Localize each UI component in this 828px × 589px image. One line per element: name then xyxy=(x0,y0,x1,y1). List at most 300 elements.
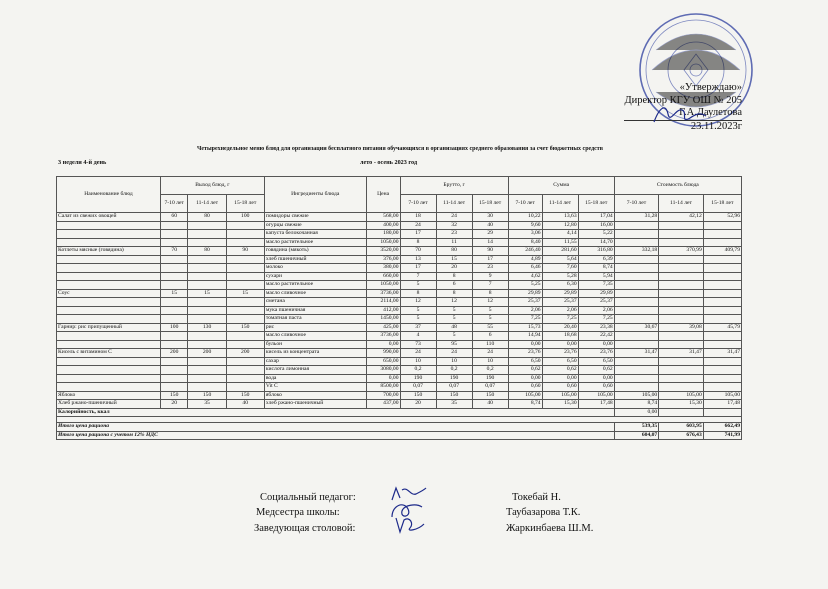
calories-value: 0,00 xyxy=(614,408,659,417)
brutto-15-18: 0,07 xyxy=(472,383,508,392)
ingredient: масло сливочное xyxy=(264,332,366,341)
header-age: 11-14 лет xyxy=(542,195,578,213)
cost-11-14 xyxy=(659,306,704,315)
ingredient: рис xyxy=(264,323,366,332)
cost-7-10: 8,74 xyxy=(614,400,659,409)
dish-name xyxy=(57,298,161,307)
output-7-10 xyxy=(160,306,188,315)
price: 376,00 xyxy=(366,255,400,264)
signature-role: Медсестра школы: xyxy=(256,507,340,518)
brutto-7-10: 24 xyxy=(400,221,436,230)
cost-11-14: 39,08 xyxy=(659,323,704,332)
brutto-11-14: 80 xyxy=(436,247,472,256)
sum-15-18: 23,76 xyxy=(578,349,614,358)
brutto-7-10: 13 xyxy=(400,255,436,264)
output-7-10 xyxy=(160,264,188,273)
sum-11-14: 12,80 xyxy=(542,221,578,230)
price: 8500,00 xyxy=(366,383,400,392)
price: 412,00 xyxy=(366,306,400,315)
table-row xyxy=(57,306,742,315)
brutto-11-14: 20 xyxy=(436,264,472,273)
sum-11-14: 23,76 xyxy=(542,349,578,358)
brutto-11-14: 5 xyxy=(436,332,472,341)
output-7-10: 20 xyxy=(160,400,188,409)
sum-7-10: 5,25 xyxy=(508,281,542,290)
brutto-11-14: 15 xyxy=(436,255,472,264)
sum-11-14: 6,50 xyxy=(542,357,578,366)
dish-name: Соус xyxy=(57,289,161,298)
brutto-15-18: 10 xyxy=(472,357,508,366)
output-7-10 xyxy=(160,255,188,264)
table-row xyxy=(57,264,742,273)
ingredient: капуста белокочанная xyxy=(264,230,366,239)
header-age: 7-10 лет xyxy=(160,195,188,213)
cost-11-14 xyxy=(659,230,704,239)
price: 1050,00 xyxy=(366,281,400,290)
output-11-14 xyxy=(188,383,226,392)
ingredient: хлеб ржано-пшеничный xyxy=(264,400,366,409)
brutto-7-10: 0,2 xyxy=(400,366,436,375)
header-age: 15-18 лет xyxy=(226,195,264,213)
output-15-18 xyxy=(226,306,264,315)
price: 1450,00 xyxy=(366,315,400,324)
dish-name xyxy=(57,357,161,366)
output-15-18: 100 xyxy=(226,213,264,222)
output-7-10: 200 xyxy=(160,349,188,358)
header-age: 11-14 лет xyxy=(188,195,226,213)
cost-7-10 xyxy=(614,374,659,383)
director-signature xyxy=(650,100,710,130)
dish-name: Яблоко xyxy=(57,391,161,400)
ingredient: хлеб пшеничный xyxy=(264,255,366,264)
brutto-7-10: 10 xyxy=(400,357,436,366)
ingredient: вода xyxy=(264,374,366,383)
output-7-10 xyxy=(160,315,188,324)
cost-15-18 xyxy=(703,315,741,324)
output-11-14 xyxy=(188,374,226,383)
brutto-15-18: 0,2 xyxy=(472,366,508,375)
output-15-18 xyxy=(226,281,264,290)
output-11-14 xyxy=(188,306,226,315)
header-age: 7-10 лет xyxy=(400,195,436,213)
sum-11-14: 6,30 xyxy=(542,281,578,290)
table-row xyxy=(57,374,742,383)
ingredient: Vit C xyxy=(264,383,366,392)
brutto-15-18: 55 xyxy=(472,323,508,332)
dish-name xyxy=(57,383,161,392)
output-15-18 xyxy=(226,221,264,230)
sum-15-18: 0,00 xyxy=(578,340,614,349)
total-vat-15-18: 741,99 xyxy=(703,431,741,440)
cost-7-10 xyxy=(614,357,659,366)
ingredient: масло растительное xyxy=(264,281,366,290)
brutto-11-14: 190 xyxy=(436,374,472,383)
cost-11-14: 105,00 xyxy=(659,391,704,400)
ingredient: яблоко xyxy=(264,391,366,400)
sum-7-10: 0,62 xyxy=(508,366,542,375)
output-11-14: 80 xyxy=(188,247,226,256)
brutto-11-14: 24 xyxy=(436,213,472,222)
brutto-15-18: 40 xyxy=(472,400,508,409)
output-15-18: 150 xyxy=(226,391,264,400)
table-row xyxy=(57,238,742,247)
output-15-18: 90 xyxy=(226,247,264,256)
sum-7-10: 8,40 xyxy=(508,238,542,247)
price: 400,00 xyxy=(366,221,400,230)
output-11-14 xyxy=(188,315,226,324)
cost-11-14 xyxy=(659,255,704,264)
output-11-14: 80 xyxy=(188,213,226,222)
header-age: 7-10 лет xyxy=(614,195,659,213)
cost-11-14 xyxy=(659,366,704,375)
cost-11-14 xyxy=(659,340,704,349)
sum-11-14: 0,00 xyxy=(542,374,578,383)
brutto-15-18: 9 xyxy=(472,272,508,281)
ingredient: сахар xyxy=(264,357,366,366)
output-11-14 xyxy=(188,221,226,230)
total-cost-7-10: 539,35 xyxy=(614,423,659,432)
sum-7-10: 14,94 xyxy=(508,332,542,341)
sum-15-18: 17,04 xyxy=(578,213,614,222)
cost-7-10 xyxy=(614,366,659,375)
brutto-7-10: 17 xyxy=(400,264,436,273)
sum-11-14: 281,60 xyxy=(542,247,578,256)
brutto-15-18: 5 xyxy=(472,315,508,324)
cost-11-14 xyxy=(659,221,704,230)
sum-11-14: 15,30 xyxy=(542,400,578,409)
header-age: 15-18 лет xyxy=(578,195,614,213)
calories-label: Калорийность, ккал xyxy=(57,408,615,417)
dish-name xyxy=(57,230,161,239)
brutto-7-10: 24 xyxy=(400,349,436,358)
output-11-14 xyxy=(188,298,226,307)
sum-11-14: 11,55 xyxy=(542,238,578,247)
output-11-14 xyxy=(188,281,226,290)
cost-11-14 xyxy=(659,238,704,247)
cost-7-10: 31,47 xyxy=(614,349,659,358)
output-11-14: 35 xyxy=(188,400,226,409)
brutto-15-18: 110 xyxy=(472,340,508,349)
cost-15-18 xyxy=(703,298,741,307)
table-row xyxy=(57,298,742,307)
brutto-15-18: 5 xyxy=(472,306,508,315)
cost-7-10 xyxy=(614,298,659,307)
output-15-18: 40 xyxy=(226,400,264,409)
cost-15-18 xyxy=(703,255,741,264)
sum-7-10: 2,06 xyxy=(508,306,542,315)
ingredient: сметана xyxy=(264,298,366,307)
output-11-14 xyxy=(188,264,226,273)
cost-11-14 xyxy=(659,374,704,383)
price: 3736,00 xyxy=(366,289,400,298)
brutto-15-18: 14 xyxy=(472,238,508,247)
total-cost-11-14: 603,95 xyxy=(659,423,704,432)
price: 3736,00 xyxy=(366,332,400,341)
output-7-10 xyxy=(160,374,188,383)
sum-11-14: 13,63 xyxy=(542,213,578,222)
price: 425,00 xyxy=(366,323,400,332)
ingredient: томатная паста xyxy=(264,315,366,324)
sum-7-10: 0,00 xyxy=(508,340,542,349)
dish-name: Салат из свежих овощей xyxy=(57,213,161,222)
menu-title: Четырехнедельное меню блюд для организации бесплатного питания обучающихся в организациях среднего образования за счет бюджетных средств xyxy=(196,146,603,152)
sum-15-18: 5,22 xyxy=(578,230,614,239)
total-cost-15-18: 662,49 xyxy=(703,423,741,432)
table-row xyxy=(57,366,742,375)
table-row xyxy=(57,315,742,324)
output-7-10 xyxy=(160,238,188,247)
sum-15-18: 6,39 xyxy=(578,255,614,264)
brutto-7-10: 5 xyxy=(400,281,436,290)
sum-11-14: 29,89 xyxy=(542,289,578,298)
brutto-7-10: 70 xyxy=(400,247,436,256)
cost-11-14 xyxy=(659,357,704,366)
output-15-18 xyxy=(226,298,264,307)
sum-15-18: 2,06 xyxy=(578,306,614,315)
dish-name xyxy=(57,306,161,315)
sum-7-10: 8,74 xyxy=(508,400,542,409)
price: 568,00 xyxy=(366,213,400,222)
cost-15-18 xyxy=(703,272,741,281)
cost-11-14 xyxy=(659,289,704,298)
price: 3520,00 xyxy=(366,247,400,256)
sum-15-18: 23,38 xyxy=(578,323,614,332)
brutto-15-18: 8 xyxy=(472,289,508,298)
header-cost: Стоимость блюда xyxy=(614,177,741,195)
dish-name xyxy=(57,221,161,230)
sum-7-10: 7,25 xyxy=(508,315,542,324)
ingredient: кисель из концентрата xyxy=(264,349,366,358)
sum-15-18: 17,48 xyxy=(578,400,614,409)
output-15-18 xyxy=(226,374,264,383)
price: 660,00 xyxy=(366,272,400,281)
dish-name xyxy=(57,366,161,375)
sum-7-10: 4,62 xyxy=(508,272,542,281)
output-15-18 xyxy=(226,255,264,264)
brutto-7-10: 37 xyxy=(400,323,436,332)
cost-15-18 xyxy=(703,357,741,366)
brutto-15-18: 90 xyxy=(472,247,508,256)
table-row xyxy=(57,281,742,290)
price: 700,00 xyxy=(366,391,400,400)
brutto-11-14: 12 xyxy=(436,298,472,307)
brutto-11-14: 5 xyxy=(436,306,472,315)
brutto-11-14: 8 xyxy=(436,272,472,281)
cost-7-10 xyxy=(614,255,659,264)
signature-role: Заведующая столовой: xyxy=(254,523,356,534)
output-7-10: 70 xyxy=(160,247,188,256)
approval-director: Директор КГУ ОШ № 205 xyxy=(624,94,742,106)
approval-title: «Утверждаю» xyxy=(679,82,742,93)
cost-15-18 xyxy=(703,230,741,239)
cost-7-10 xyxy=(614,264,659,273)
sum-11-14: 7,25 xyxy=(542,315,578,324)
sum-11-14: 0,00 xyxy=(542,340,578,349)
ingredient: бульон xyxy=(264,340,366,349)
sum-15-18: 14,70 xyxy=(578,238,614,247)
sum-15-18: 7,35 xyxy=(578,281,614,290)
ingredient: помидоры свежие xyxy=(264,213,366,222)
sum-15-18: 105,00 xyxy=(578,391,614,400)
dish-name: Кисель с витамином С xyxy=(57,349,161,358)
cost-7-10: 31,28 xyxy=(614,213,659,222)
brutto-7-10: 5 xyxy=(400,306,436,315)
sum-11-14: 5,28 xyxy=(542,272,578,281)
sum-11-14: 20,40 xyxy=(542,323,578,332)
header-ingredients: Ингредиенты блюда xyxy=(264,177,366,213)
table-row xyxy=(57,221,742,230)
menu-table-body xyxy=(57,213,742,409)
ingredient: молоко xyxy=(264,264,366,273)
cost-11-14 xyxy=(659,298,704,307)
total-vat-label: Итого цена рациона с учетом 12% НДС xyxy=(57,431,615,440)
brutto-11-14: 35 xyxy=(436,400,472,409)
total-vat-7-10: 604,07 xyxy=(614,431,659,440)
brutto-7-10: 8 xyxy=(400,238,436,247)
price: 0,00 xyxy=(366,340,400,349)
sum-15-18: 5,94 xyxy=(578,272,614,281)
brutto-15-18: 23 xyxy=(472,264,508,273)
output-7-10 xyxy=(160,332,188,341)
header-age: 11-14 лет xyxy=(659,195,704,213)
table-row xyxy=(57,323,742,332)
cost-7-10 xyxy=(614,306,659,315)
output-11-14: 150 xyxy=(188,391,226,400)
dish-name: Хлеб ржано-пшеничный xyxy=(57,400,161,409)
price: 1050,00 xyxy=(366,238,400,247)
brutto-11-14: 0,07 xyxy=(436,383,472,392)
dish-name: Гарнир: рис припущенный xyxy=(57,323,161,332)
dish-name xyxy=(57,238,161,247)
signature-name: Жаркинбаева Ш.М. xyxy=(506,523,594,534)
price: 380,00 xyxy=(366,264,400,273)
sum-15-18: 0,62 xyxy=(578,366,614,375)
cost-15-18 xyxy=(703,264,741,273)
menu-table xyxy=(56,176,742,440)
cost-7-10 xyxy=(614,221,659,230)
output-11-14: 15 xyxy=(188,289,226,298)
cost-15-18 xyxy=(703,306,741,315)
table-row xyxy=(57,383,742,392)
brutto-15-18: 24 xyxy=(472,349,508,358)
brutto-11-14: 48 xyxy=(436,323,472,332)
output-7-10: 60 xyxy=(160,213,188,222)
ingredient: огурцы свежие xyxy=(264,221,366,230)
brutto-15-18: 30 xyxy=(472,213,508,222)
signature-role: Социальный педагог: xyxy=(260,492,356,503)
table-row xyxy=(57,332,742,341)
output-15-18 xyxy=(226,315,264,324)
sum-7-10: 6,46 xyxy=(508,264,542,273)
brutto-11-14: 32 xyxy=(436,221,472,230)
sum-7-10: 23,76 xyxy=(508,349,542,358)
output-15-18: 15 xyxy=(226,289,264,298)
brutto-11-14: 23 xyxy=(436,230,472,239)
brutto-11-14: 11 xyxy=(436,238,472,247)
cost-11-14 xyxy=(659,332,704,341)
cost-7-10 xyxy=(614,315,659,324)
dish-name xyxy=(57,340,161,349)
output-15-18: 150 xyxy=(226,323,264,332)
brutto-11-14: 6 xyxy=(436,281,472,290)
output-11-14 xyxy=(188,272,226,281)
table-row xyxy=(57,391,742,400)
table-row xyxy=(57,247,742,256)
cost-15-18 xyxy=(703,332,741,341)
brutto-15-18: 29 xyxy=(472,230,508,239)
brutto-15-18: 12 xyxy=(472,298,508,307)
sum-11-14: 0,60 xyxy=(542,383,578,392)
brutto-15-18: 150 xyxy=(472,391,508,400)
brutto-7-10: 0,07 xyxy=(400,383,436,392)
table-row xyxy=(57,400,742,409)
price: 180,00 xyxy=(366,230,400,239)
price: 2114,00 xyxy=(366,298,400,307)
sum-7-10: 105,00 xyxy=(508,391,542,400)
output-7-10 xyxy=(160,383,188,392)
output-7-10: 150 xyxy=(160,391,188,400)
sum-15-18: 0,60 xyxy=(578,383,614,392)
output-7-10 xyxy=(160,340,188,349)
cost-11-14 xyxy=(659,272,704,281)
dish-name xyxy=(57,315,161,324)
cost-15-18 xyxy=(703,289,741,298)
canteen-head-signature xyxy=(390,514,430,536)
brutto-11-14: 5 xyxy=(436,315,472,324)
price: 3080,00 xyxy=(366,366,400,375)
sum-7-10: 15,73 xyxy=(508,323,542,332)
output-7-10: 15 xyxy=(160,289,188,298)
signature-name: Таубазарова Т.К. xyxy=(506,507,581,518)
cost-11-14: 31,47 xyxy=(659,349,704,358)
header-age: 15-18 лет xyxy=(472,195,508,213)
sum-7-10: 10,22 xyxy=(508,213,542,222)
table-row xyxy=(57,357,742,366)
sum-15-18: 16,00 xyxy=(578,221,614,230)
cost-11-14: 42,12 xyxy=(659,213,704,222)
sum-15-18: 8,74 xyxy=(578,264,614,273)
ingredient: говядина (мякоть) xyxy=(264,247,366,256)
sum-15-18: 6,50 xyxy=(578,357,614,366)
sum-7-10: 246,40 xyxy=(508,247,542,256)
dish-name xyxy=(57,281,161,290)
ingredient: мука пшеничная xyxy=(264,306,366,315)
header-output: Выход блюд, г xyxy=(160,177,264,195)
output-11-14: 200 xyxy=(188,349,226,358)
output-7-10 xyxy=(160,221,188,230)
cost-11-14: 15,30 xyxy=(659,400,704,409)
week-day-label: 3 недели 4-й день xyxy=(58,159,107,166)
output-15-18 xyxy=(226,238,264,247)
output-7-10: 100 xyxy=(160,323,188,332)
cost-7-10: 30,67 xyxy=(614,323,659,332)
cost-7-10 xyxy=(614,230,659,239)
brutto-11-14: 0,2 xyxy=(436,366,472,375)
cost-7-10: 105,00 xyxy=(614,391,659,400)
sum-11-14: 2,06 xyxy=(542,306,578,315)
cost-15-18 xyxy=(703,383,741,392)
approval-date: 23.11.2023г xyxy=(690,120,742,132)
output-7-10 xyxy=(160,281,188,290)
dish-name xyxy=(57,332,161,341)
sum-7-10: 25,37 xyxy=(508,298,542,307)
signature-name: Токебай Н. xyxy=(512,492,561,503)
cost-15-18: 17,48 xyxy=(703,400,741,409)
cost-15-18 xyxy=(703,281,741,290)
brutto-7-10: 20 xyxy=(400,400,436,409)
total-vat-11-14: 676,43 xyxy=(659,431,704,440)
brutto-7-10: 12 xyxy=(400,298,436,307)
